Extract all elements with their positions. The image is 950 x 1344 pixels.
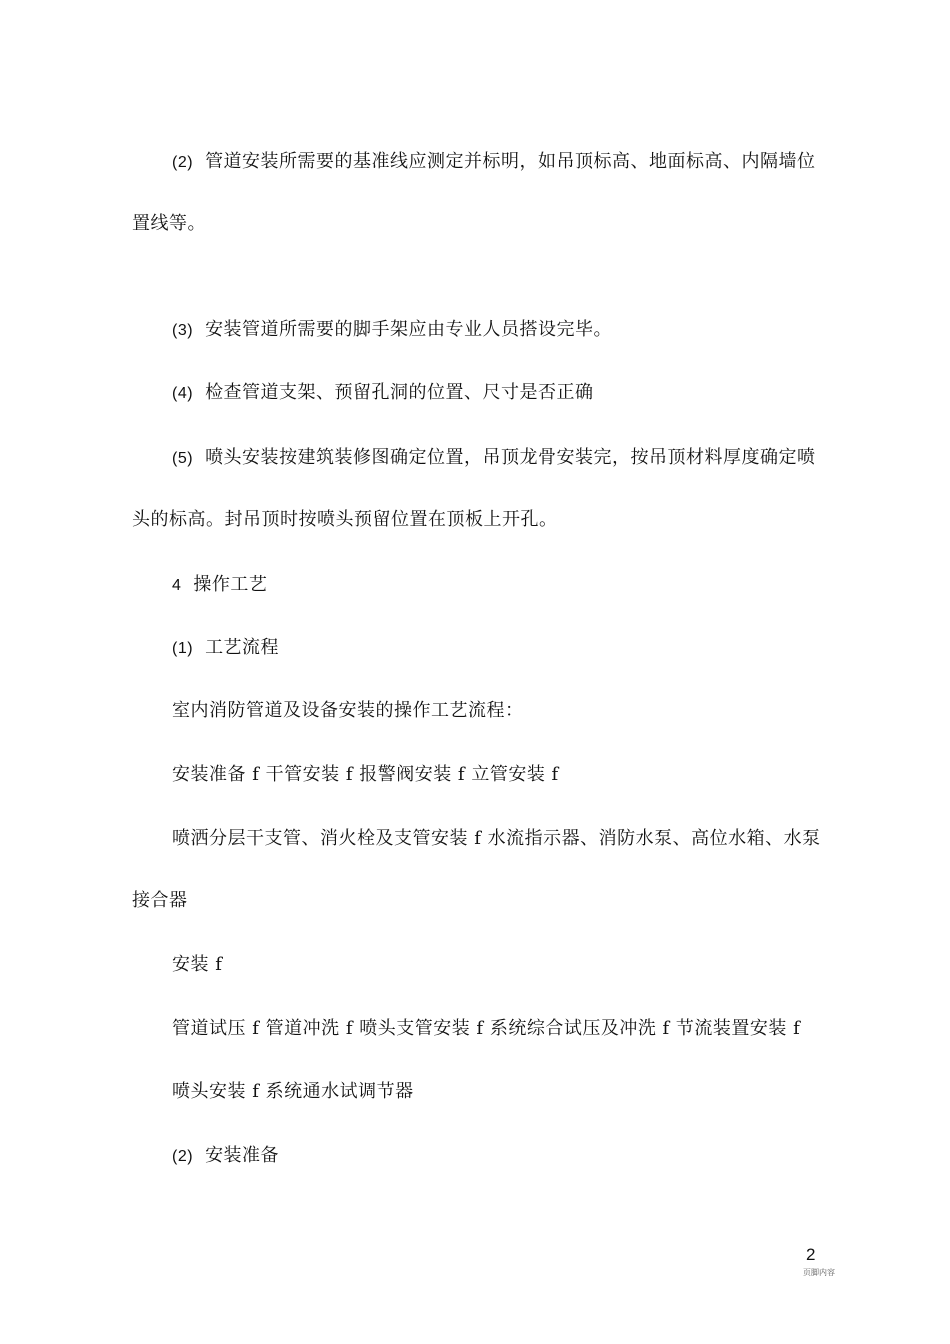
- item-number: (4): [172, 385, 194, 402]
- paragraph-text: 喷头安装按建筑装修图确定位置，吊顶龙骨安装完，按吊顶材料厚度确定喷: [205, 447, 816, 468]
- paragraph-5-line-2: 头的标高。封吊顶时按喷头预留位置在顶板上开孔。: [132, 509, 558, 530]
- paragraph-text: 管道安装所需要的基准线应测定并标明，如吊顶标高、地面标高、内隔墙位: [205, 151, 816, 172]
- flow-line-1: 安装准备 f 干管安装 f 报警阀安装 f 立管安装 f: [172, 764, 559, 785]
- paragraph-3: [172, 317, 612, 344]
- flow-intro: 室内消防管道及设备安装的操作工艺流程：: [172, 700, 524, 721]
- item-number: (2): [172, 1148, 194, 1165]
- section-heading-4: [172, 572, 267, 599]
- flow-line-2: 喷洒分层干支管、消火栓及支管安装 f 水流指示器、消防水泵、高位水箱、水泵: [172, 828, 821, 849]
- paragraph-2-line-2: 置线等。: [132, 213, 206, 234]
- section-number: 4: [172, 577, 182, 594]
- section-title: 操作工艺: [193, 574, 268, 595]
- item-number: (1): [172, 640, 194, 657]
- subsection-title: 工艺流程: [205, 637, 280, 658]
- paragraph-4: [172, 380, 594, 407]
- paragraph-2-line-1: [172, 149, 816, 176]
- page-number: 2: [806, 1245, 816, 1264]
- flow-line-3: 安装 f: [172, 954, 223, 975]
- item-number: (3): [172, 322, 194, 339]
- item-number: (2): [172, 154, 194, 171]
- flow-line-4: 管道试压 f 管道冲洗 f 喷头支管安装 f 系统综合试压及冲洗 f 节流装置安装 f: [172, 1018, 801, 1039]
- subsection-1: [172, 635, 279, 662]
- flow-line-2-continued: 接合器: [132, 890, 188, 911]
- subsection-title: 安装准备: [205, 1145, 280, 1166]
- paragraph-text: 检查管道支架、预留孔洞的位置、尺寸是否正确: [205, 382, 594, 403]
- paragraph-text: 安装管道所需要的脚手架应由专业人员搭设完毕。: [205, 319, 613, 340]
- item-number: (5): [172, 450, 194, 467]
- subsection-2: [172, 1143, 279, 1170]
- flow-line-5: 喷头安装 f 系统通水试调节器: [172, 1081, 414, 1102]
- footer-note: 页脚内容: [803, 1268, 835, 1277]
- paragraph-5-line-1: [172, 445, 816, 472]
